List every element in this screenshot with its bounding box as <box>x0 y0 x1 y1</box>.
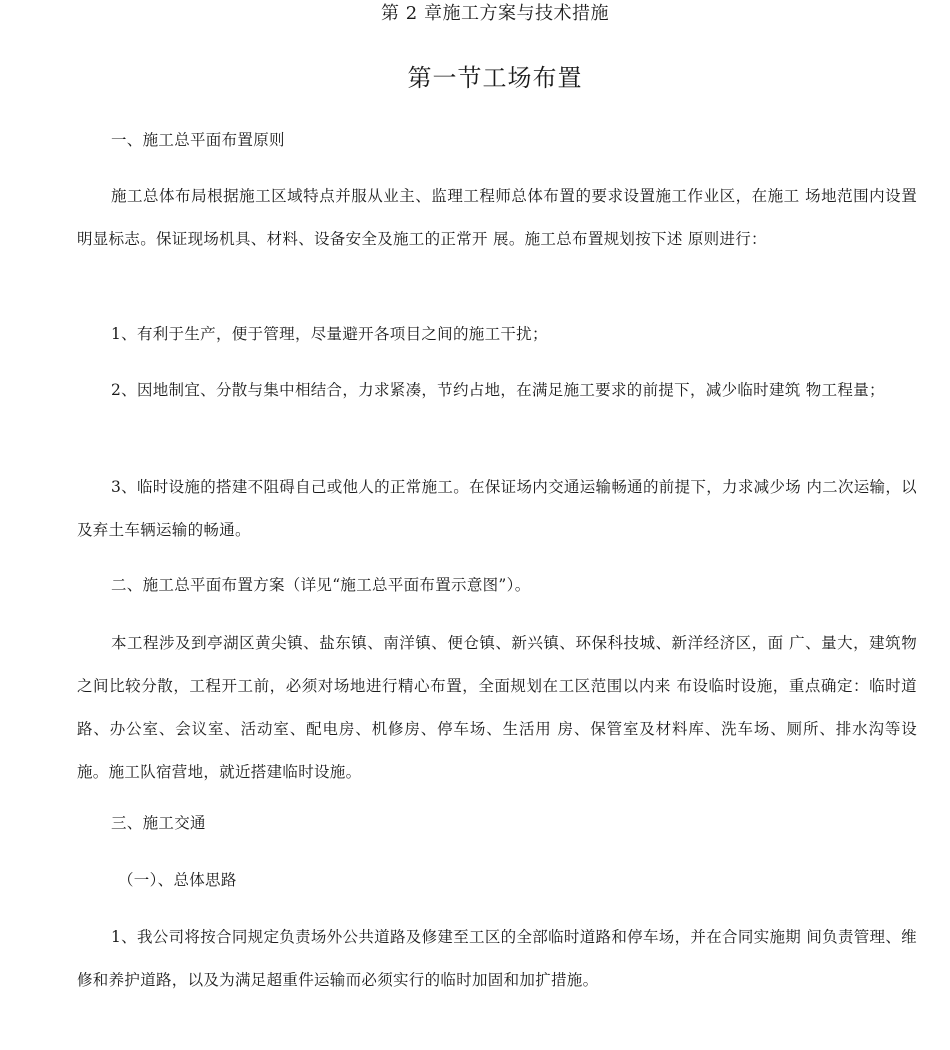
list-item-1: 1、有利于生产，便于管理，尽量避开各项目之间的施工干扰； <box>111 325 548 343</box>
paragraph-layout-principles: 施工总体布局根据施工区域特点并服从业主、监理工程师总体布置的要求设置施工作业区，在施工 场地范围内设置明显标志。保证现场机具、材料、设备安全及施工的正常开 展。施工总布置规划按下述 原则进行： <box>77 187 917 248</box>
subheading-overall-approach: （一）、总体思路 <box>118 871 237 889</box>
heading-layout-principles: 一、施工总平面布置原则 <box>111 131 285 149</box>
heading-construction-traffic: 三、施工交通 <box>111 814 206 832</box>
list-item-3: 3、临时设施的搭建不阻碍自己或他人的正常施工。在保证场内交通运输畅通的前提下，力求减少场 内二次运输，以及弃土车辆运输的畅通。 <box>77 478 917 539</box>
chapter-title: 第 2 章施工方案与技术措施 <box>381 3 609 24</box>
heading-layout-scheme: 二、施工总平面布置方案（详见“施工总平面布置示意图”）。 <box>111 576 531 594</box>
paragraph-traffic-approach: 1、我公司将按合同规定负责场外公共道路及修建至工区的全部临时道路和停车场，并在合同实施期 间负责管理、维修和养护道路，以及为满足超重件运输而必须实行的临时加固和加扩措施。 <box>77 928 917 989</box>
list-item-2: 2、因地制宜、分散与集中相结合，力求紧凑，节约占地，在满足施工要求的前提下，减少临时建筑 物工程量； <box>111 381 885 399</box>
section-title: 第一节工场布置 <box>407 64 583 92</box>
paragraph-layout-scheme: 本工程涉及到亭湖区黄尖镇、盐东镇、南洋镇、便仓镇、新兴镇、环保科技城、新洋经济区，面 广、量大，建筑物之间比较分散，工程开工前，必须对场地进行精心布置，全面规划在工区范围以内来 布设临时设施，重点确定：临时道路、办公室、会议室、活动室、配电房、机修房、停车场、生活用 房、保管室及材料库、洗车场、厕所、排水沟等设施。施工队宿营地，就近搭建临时设施。 <box>77 634 917 781</box>
